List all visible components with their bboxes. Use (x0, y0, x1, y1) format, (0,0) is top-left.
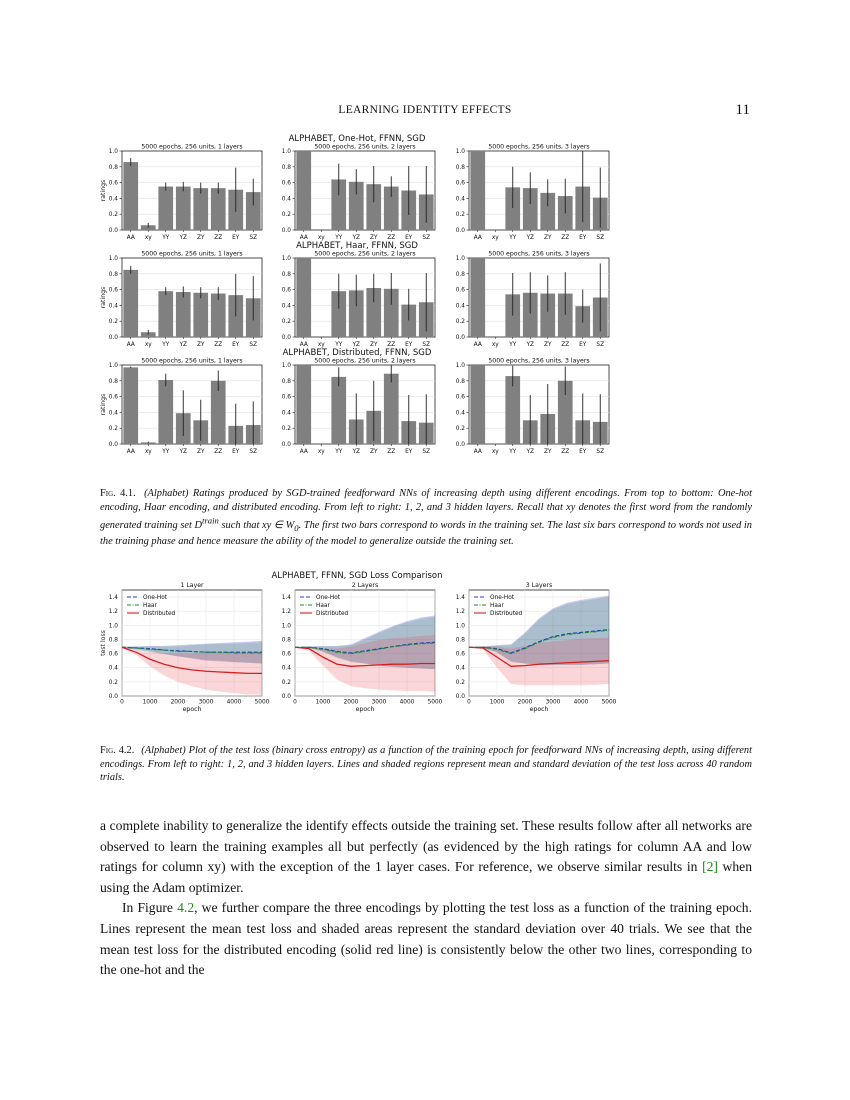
x-tick-label: 5000 (601, 699, 617, 706)
y-axis-label: ratings (100, 179, 107, 202)
x-tick-label: xy (317, 235, 325, 241)
y-tick-label: 0.6 (281, 287, 291, 294)
y-tick-label: 0.4 (455, 303, 465, 310)
x-tick-label: ZY (196, 235, 205, 241)
y-tick-label: 1.0 (281, 256, 291, 262)
y-tick-label: 0.4 (455, 665, 465, 672)
bar-panel (100, 251, 262, 349)
x-tick-label: ZZ (214, 342, 223, 348)
x-tick-label: AA (126, 449, 135, 455)
x-tick-label: EY (579, 235, 587, 241)
y-tick-label: 0.6 (281, 180, 291, 187)
legend-label: Haar (143, 603, 157, 609)
y-tick-label: 0.0 (455, 228, 465, 234)
x-tick-label: YY (335, 449, 343, 455)
x-tick-label: YY (509, 449, 517, 455)
y-tick-label: 0.4 (281, 196, 291, 203)
y-tick-label: 1.4 (281, 595, 291, 602)
x-tick-label: AA (473, 342, 482, 348)
y-tick-label: 0.2 (281, 679, 291, 686)
x-tick-label: 3000 (198, 699, 214, 706)
panel-title: 5000 epochs, 256 units, 1 layers (141, 357, 243, 365)
figure-suptitle: ALPHABET, FFNN, SGD Loss Comparison (271, 571, 443, 581)
x-tick-label: AA (299, 449, 308, 455)
bar (158, 380, 173, 444)
y-tick-label: 0.0 (455, 335, 465, 341)
y-tick-label: 0.6 (108, 180, 118, 187)
y-tick-label: 0.8 (281, 164, 291, 171)
x-tick-label: AA (126, 235, 135, 241)
y-tick-label: 0.0 (281, 228, 291, 234)
x-axis-label: epoch (529, 706, 549, 713)
x-tick-label: 1000 (142, 699, 158, 706)
y-tick-label: 1.0 (455, 149, 465, 155)
bar (296, 258, 311, 337)
x-tick-label: 3000 (371, 699, 387, 706)
panel-title: 5000 epochs, 256 units, 2 layers (314, 357, 416, 365)
bar-panel (100, 144, 262, 242)
y-tick-label: 0.6 (108, 394, 118, 401)
y-tick-label: 0.4 (108, 665, 118, 672)
y-tick-label: 0.0 (108, 694, 118, 700)
bar (470, 258, 485, 337)
y-tick-label: 1.2 (281, 609, 291, 616)
running-head (100, 104, 750, 122)
x-tick-label: YZ (526, 235, 535, 241)
y-tick-label: 0.4 (108, 410, 118, 417)
x-tick-label: 0 (467, 699, 471, 706)
x-tick-label: ZZ (214, 449, 223, 455)
y-tick-label: 0.6 (108, 287, 118, 294)
x-tick-label: xy (491, 342, 499, 348)
body-text (100, 816, 752, 981)
x-tick-label: AA (299, 342, 308, 348)
x-tick-label: ZY (543, 235, 552, 241)
bar-panel (282, 251, 435, 349)
y-tick-label: 0.8 (455, 271, 465, 278)
x-tick-label: xy (317, 449, 325, 455)
y-tick-label: 0.8 (455, 637, 465, 644)
x-tick-label: SZ (596, 449, 605, 455)
bar (470, 365, 485, 444)
legend-label: Distributed (143, 611, 176, 617)
row-title: ALPHABET, Distributed, FFNN, SGD (282, 348, 432, 358)
x-tick-label: YZ (179, 449, 188, 455)
x-tick-label: 0 (293, 699, 297, 706)
x-tick-label: 5000 (254, 699, 270, 706)
x-tick-label: YY (162, 342, 170, 348)
y-tick-label: 0.4 (108, 303, 118, 310)
bar-panel (456, 144, 609, 242)
panel-title: 5000 epochs, 256 units, 2 layers (314, 143, 416, 151)
x-tick-label: EY (405, 449, 413, 455)
y-tick-label: 0.2 (108, 319, 118, 326)
x-tick-label: 2000 (517, 699, 533, 706)
figure-4-1-bar-grid (0, 130, 850, 490)
x-tick-label: xy (144, 342, 152, 348)
x-tick-label: ZY (196, 342, 205, 348)
panel-title: 5000 epochs, 256 units, 2 layers (314, 250, 416, 258)
y-tick-label: 1.0 (281, 149, 291, 155)
y-tick-label: 1.0 (108, 149, 118, 155)
y-tick-label: 0.6 (108, 651, 118, 658)
x-tick-label: AA (473, 235, 482, 241)
panel-title: 3 Layers (525, 582, 553, 589)
x-tick-label: SZ (422, 449, 431, 455)
row-title: ALPHABET, One-Hot, FFNN, SGD (288, 134, 426, 144)
bar (470, 151, 485, 230)
y-tick-label: 0.8 (455, 378, 465, 385)
y-tick-label: 1.0 (281, 623, 291, 630)
x-tick-label: ZY (369, 235, 378, 241)
x-tick-label: xy (144, 449, 152, 455)
citation-link[interactable]: [2] (702, 859, 718, 875)
legend-label: Haar (490, 603, 504, 609)
paragraph: In Figure 4.2, we further compare the three encodings by plotting the test loss as a function of the training epoch. Lines represent the mean test loss and shaded areas represent the standard deviation over 40 trials. We see that the mean test loss for the distributed encoding (solid red line) is consistently below the other two lines, corresponding to the one-hot and the (100, 900, 752, 978)
bar (193, 293, 208, 337)
y-tick-label: 0.2 (281, 319, 291, 326)
x-tick-label: EY (232, 449, 240, 455)
x-tick-label: 1000 (315, 699, 331, 706)
y-tick-label: 0.0 (108, 228, 118, 234)
x-tick-label: xy (491, 235, 499, 241)
bar-panel (456, 358, 609, 456)
y-tick-label: 0.6 (455, 651, 465, 658)
legend-label: Haar (316, 603, 330, 609)
loss-panel (456, 582, 617, 713)
y-tick-label: 1.2 (455, 609, 465, 616)
bar (331, 377, 346, 444)
y-tick-label: 1.2 (108, 609, 118, 616)
figure-4-2-loss-plots (0, 568, 850, 728)
x-tick-label: SZ (249, 449, 258, 455)
y-axis-label: test loss (100, 630, 107, 656)
paragraph: a complete inability to generalize the identify effects outside the training set. These results follow after all networks are observed to learn the training examples all but perfectly (as evidenced by the high ratings for column AA and low ratings for column xy) with the exception of the 1 layer cases. For reference, we observe similar results in [2] when using the Adam optimizer. (100, 818, 752, 895)
x-tick-label: EY (579, 449, 587, 455)
legend-label: One-Hot (490, 595, 515, 601)
x-tick-label: ZY (369, 449, 378, 455)
y-tick-label: 0.6 (281, 651, 291, 658)
panel-title: 5000 epochs, 256 units, 1 layers (141, 250, 243, 258)
figure-ref-link[interactable]: 4.2 (177, 900, 195, 916)
x-tick-label: 2000 (170, 699, 186, 706)
panel-title: 2 Layers (351, 582, 379, 589)
y-tick-label: 0.0 (108, 335, 118, 341)
bar (193, 188, 208, 230)
y-tick-label: 0.6 (455, 180, 465, 187)
bar-panel (282, 144, 435, 242)
bar-panel (456, 251, 609, 349)
bar (211, 188, 226, 230)
x-tick-label: 4000 (573, 699, 589, 706)
y-tick-label: 0.4 (281, 303, 291, 310)
x-tick-label: ZY (543, 342, 552, 348)
y-tick-label: 0.0 (281, 442, 291, 448)
y-tick-label: 0.0 (281, 694, 291, 700)
y-tick-label: 0.0 (281, 335, 291, 341)
y-tick-label: 0.4 (281, 665, 291, 672)
caption-text: (Alphabet) Ratings produced by SGD-trained feedforward NNs of increasing depth using different encodings. From top to bottom: One-hot encoding, Haar encoding, and distributed encoding. From left to right: 1, 2, and 3 hidden layers. Recall that xy denotes the first word from the randomly generated training set $D^{train}$ such that xy ∈ $W_0$. The first two bars correspond to words in the training set. The last six bars correspond to words not used in the training phase and hence measure the ability of the model to generalize outside the training set. (100, 488, 753, 548)
caption-label: Fig. 4.1. (100, 488, 136, 499)
panel-title: 5000 epochs, 256 units, 3 layers (488, 143, 590, 151)
x-tick-label: SZ (596, 342, 605, 348)
x-tick-label: ZZ (387, 449, 396, 455)
x-tick-label: AA (473, 449, 482, 455)
y-tick-label: 1.0 (108, 256, 118, 262)
loss-panel (282, 582, 443, 713)
x-tick-label: SZ (422, 235, 431, 241)
legend-label: One-Hot (316, 595, 341, 601)
x-tick-label: ZZ (387, 235, 396, 241)
bar (211, 294, 226, 337)
x-tick-label: YZ (179, 235, 188, 241)
x-tick-label: 3000 (545, 699, 561, 706)
y-tick-label: 1.0 (455, 256, 465, 262)
x-tick-label: xy (491, 449, 499, 455)
x-axis-label: epoch (355, 706, 375, 713)
caption-text: (Alphabet) Plot of the test loss (binary cross entropy) as a function of the training epoch for feedforward NNs of increasing depth, using different encodings. From left to right: 1, 2, and 3 hidden layers. Lines and shaded regions represent mean and standard deviation of the test loss across 40 random trials. (100, 745, 752, 784)
x-tick-label: ZZ (561, 449, 570, 455)
x-tick-label: YZ (352, 235, 361, 241)
legend-label: One-Hot (143, 595, 168, 601)
y-tick-label: 1.0 (455, 623, 465, 630)
y-tick-label: 1.0 (281, 363, 291, 369)
y-tick-label: 0.8 (281, 378, 291, 385)
panel-title: 1 Layer (180, 582, 204, 589)
x-tick-label: SZ (249, 235, 258, 241)
x-tick-label: xy (144, 235, 152, 241)
y-tick-label: 0.4 (281, 410, 291, 417)
x-tick-label: EY (405, 342, 413, 348)
y-tick-label: 1.0 (108, 363, 118, 369)
x-tick-label: YY (509, 235, 517, 241)
figure-4-1-caption (100, 487, 752, 549)
x-tick-label: YZ (526, 449, 535, 455)
y-tick-label: 0.6 (455, 394, 465, 401)
y-tick-label: 0.2 (108, 679, 118, 686)
y-tick-label: 1.0 (108, 623, 118, 630)
caption-label: Fig. 4.2. (100, 745, 135, 756)
x-tick-label: 2000 (343, 699, 359, 706)
y-tick-label: 0.2 (281, 426, 291, 433)
y-tick-label: 1.4 (108, 595, 118, 602)
x-tick-label: ZY (196, 449, 205, 455)
x-tick-label: 5000 (427, 699, 443, 706)
y-tick-label: 0.2 (455, 679, 465, 686)
y-tick-label: 0.2 (455, 426, 465, 433)
x-tick-label: YZ (352, 342, 361, 348)
panel-title: 5000 epochs, 256 units, 3 layers (488, 357, 590, 365)
y-tick-label: 0.8 (108, 378, 118, 385)
x-tick-label: SZ (596, 235, 605, 241)
page-number: 11 (735, 102, 750, 118)
y-tick-label: 0.4 (455, 196, 465, 203)
y-tick-label: 0.2 (455, 212, 465, 219)
x-tick-label: YZ (526, 342, 535, 348)
y-tick-label: 0.2 (455, 319, 465, 326)
x-tick-label: YZ (352, 449, 361, 455)
running-title: LEARNING IDENTITY EFFECTS (338, 104, 512, 116)
y-tick-label: 0.0 (108, 442, 118, 448)
bar (123, 162, 138, 230)
y-tick-label: 0.8 (281, 637, 291, 644)
panel-title: 5000 epochs, 256 units, 3 layers (488, 250, 590, 258)
y-tick-label: 0.2 (108, 426, 118, 433)
x-tick-label: ZY (543, 449, 552, 455)
y-tick-label: 0.8 (108, 271, 118, 278)
x-tick-label: ZZ (387, 342, 396, 348)
y-tick-label: 1.4 (455, 595, 465, 602)
y-tick-label: 0.6 (455, 287, 465, 294)
x-axis-label: epoch (182, 706, 202, 713)
bar (158, 291, 173, 337)
bar (296, 365, 311, 444)
x-tick-label: 1000 (489, 699, 505, 706)
bar-panel (100, 358, 262, 456)
y-tick-label: 0.8 (108, 637, 118, 644)
y-tick-label: 0.8 (455, 164, 465, 171)
x-tick-label: 0 (120, 699, 124, 706)
x-tick-label: YY (335, 342, 343, 348)
y-tick-label: 0.8 (108, 164, 118, 171)
x-tick-label: AA (299, 235, 308, 241)
row-title: ALPHABET, Haar, FFNN, SGD (296, 241, 418, 251)
x-tick-label: ZZ (214, 235, 223, 241)
x-tick-label: 4000 (399, 699, 415, 706)
y-tick-label: 0.0 (455, 694, 465, 700)
x-tick-label: YY (335, 235, 343, 241)
x-tick-label: EY (232, 342, 240, 348)
x-tick-label: ZZ (561, 235, 570, 241)
bar (296, 151, 311, 230)
x-tick-label: AA (126, 342, 135, 348)
bar-panel (282, 358, 435, 456)
y-tick-label: 0.0 (455, 442, 465, 448)
legend-label: Distributed (316, 611, 349, 617)
x-tick-label: YY (509, 342, 517, 348)
x-tick-label: 4000 (226, 699, 242, 706)
y-tick-label: 0.2 (281, 212, 291, 219)
loss-panel (100, 582, 270, 713)
y-tick-label: 0.8 (281, 271, 291, 278)
x-tick-label: ZZ (561, 342, 570, 348)
bar (158, 187, 173, 230)
y-tick-label: 0.6 (281, 394, 291, 401)
x-tick-label: ZY (369, 342, 378, 348)
bar (176, 187, 191, 230)
bar (123, 367, 138, 444)
y-tick-label: 0.2 (108, 212, 118, 219)
x-tick-label: xy (317, 342, 325, 348)
bar (123, 270, 138, 337)
x-tick-label: SZ (422, 342, 431, 348)
x-tick-label: YY (162, 235, 170, 241)
x-tick-label: YZ (179, 342, 188, 348)
bar (176, 292, 191, 337)
figure-4-2-caption (100, 744, 752, 785)
y-axis-label: ratings (100, 286, 107, 309)
bar (384, 374, 399, 444)
x-tick-label: EY (405, 235, 413, 241)
panel-title: 5000 epochs, 256 units, 1 layers (141, 143, 243, 151)
y-tick-label: 1.0 (455, 363, 465, 369)
x-tick-label: SZ (249, 342, 258, 348)
x-tick-label: EY (579, 342, 587, 348)
x-tick-label: EY (232, 235, 240, 241)
legend-label: Distributed (490, 611, 523, 617)
x-tick-label: YY (162, 449, 170, 455)
y-tick-label: 0.4 (108, 196, 118, 203)
y-tick-label: 0.4 (455, 410, 465, 417)
y-axis-label: ratings (100, 393, 107, 416)
